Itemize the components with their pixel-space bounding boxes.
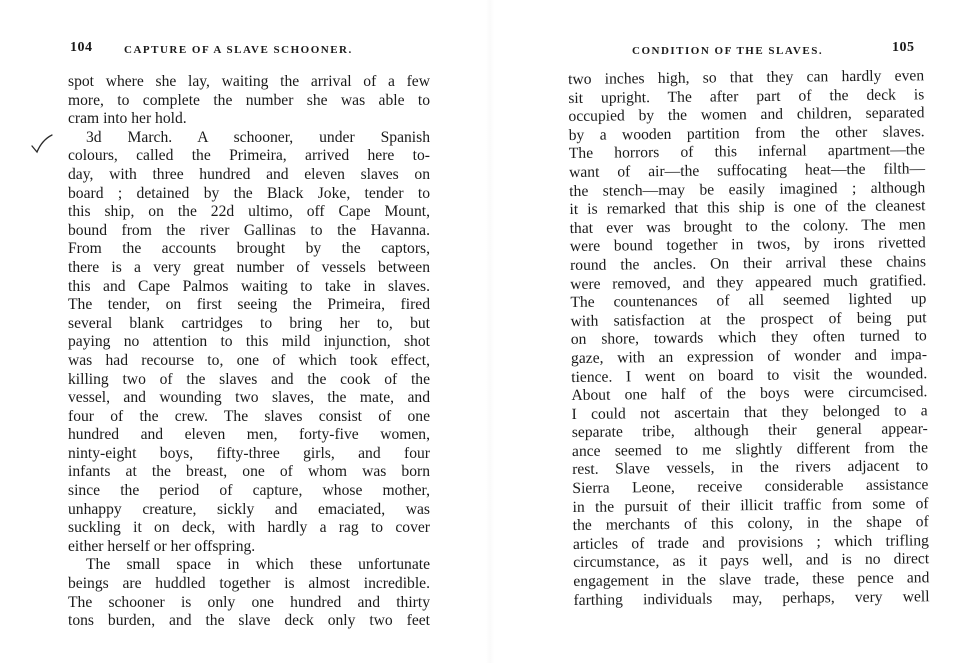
text-line: beings are huddled together is almost incredible.	[68, 575, 430, 593]
text-line: ance seemed to me slightly different from the	[571, 439, 929, 460]
text-line: round the ancles. On their arrival these chains	[569, 253, 927, 274]
text-line: with satisfaction at the prospect of being put	[570, 308, 927, 330]
text-line: vessel, and wounding two slaves, the mate, and	[68, 389, 430, 407]
text-line: The tender, on first seeing the Primeira, fired	[68, 296, 430, 314]
text-line: tience. I went on board to visit the wounded.	[571, 364, 928, 386]
text-line: this and Cape Palmos waiting to take in slaves.	[68, 277, 430, 295]
text-line: ninty-eight boys, fifty-three girls, and four	[68, 444, 430, 462]
text-line: it is remarked that this ship is one of the cleanest	[569, 197, 926, 219]
text-line: sit upright. The after part of the deck is	[568, 85, 925, 107]
right-page	[490, 0, 980, 663]
text-line: paying no attention to this mild injunction, shot	[68, 333, 430, 351]
text-line: hundred and eleven men, forty-five women,	[68, 426, 430, 444]
text-line: bound from the river Gallinas to the Havanna.	[68, 221, 430, 239]
text-line: two inches high, so that they can hardly even	[568, 67, 925, 88]
text-line: colours, called the Primeira, arrived here to-	[68, 147, 430, 165]
text-line: were removed, and they appeared much gratified.	[570, 271, 927, 293]
text-line: there is a very great number of vessels between	[68, 258, 430, 276]
text-line: occupied by the women and children, separated	[568, 104, 925, 126]
text-line: on shore, towards which they often turned to	[570, 327, 927, 349]
text-line: by a wooden partition from the other slaves.	[568, 123, 925, 144]
text-line: more, to complete the number she was able to	[68, 91, 430, 109]
text-line: The schooner is only one hundred and thirty	[68, 593, 430, 611]
text-line: gaze, with an expression of wonder and impa-	[570, 346, 928, 367]
text-line: the merchants of this colony, in the shape of	[572, 513, 929, 535]
text-line: four of the crew. The slaves consist of one	[68, 407, 430, 425]
text-line: The small space in which these unfortunate	[86, 556, 430, 574]
text-line: killing two of the slaves and the cook of the	[68, 370, 430, 388]
text-line: board ; detained by the Black Joke, tender to	[68, 184, 430, 202]
text-line: Sierra Leone, receive considerable assistance	[572, 476, 929, 498]
text-line: engagement in the slave trade, these pence and	[573, 569, 930, 591]
text-line: in the pursuit of their illicit traffic from some of	[572, 494, 929, 516]
text-line: this ship, on the 22d ultimo, off Cape Mount,	[68, 203, 430, 221]
handwritten-checkmark-icon	[30, 132, 70, 162]
text-line: About one half of the boys were circumcised.	[571, 383, 928, 405]
text-line: unhappy creature, sickly and emaciated, was	[68, 500, 430, 518]
text-line: The horrors of this infernal apartment—the	[568, 141, 925, 163]
right-page-number: 105	[892, 40, 915, 55]
text-line: rest. Slave vessels, in the rivers adjacent to	[572, 457, 929, 479]
text-line: From the accounts brought by the captors,	[68, 240, 430, 258]
left-page-body	[68, 73, 430, 631]
text-line: the stench—may be easily imagined ; although	[569, 178, 926, 200]
right-running-title: CONDITION OF THE SLAVES.	[632, 45, 824, 57]
left-page-number: 104	[70, 40, 93, 55]
text-line: articles of trade and provisions ; which trifling	[572, 532, 930, 553]
right-page-body	[568, 67, 930, 610]
text-line: cram into her hold.	[68, 110, 187, 128]
text-line: several blank cartridges to bring her to, but	[68, 314, 430, 332]
text-line: farthing individuals may, perhaps, very well	[573, 587, 930, 609]
text-line: circumstance, as it pays well, and is no direct	[573, 550, 930, 572]
text-line: 3d March. A schooner, under Spanish	[86, 128, 430, 146]
text-line: since the period of capture, whose mother,	[68, 482, 430, 500]
text-line: separate tribe, although their general appear-	[571, 420, 928, 442]
left-running-title: CAPTURE OF A SLAVE SCHOONER.	[124, 44, 353, 56]
text-line: were bound together in twos, by irons rivetted	[569, 234, 926, 256]
text-line: The countenances of all seemed lighted up	[570, 290, 927, 312]
text-line: suckling it on deck, with hardly a rag to cover	[68, 519, 430, 537]
text-line: I could not ascertain that they belonged to a	[571, 401, 928, 423]
text-line: want of air—the suffocating heat—the filth—	[568, 160, 926, 181]
text-line: day, with three hundred and eleven slaves on	[68, 165, 430, 183]
text-line: infants at the breast, one of whom was born	[68, 463, 430, 481]
text-line: either herself or her offspring.	[68, 537, 256, 555]
text-line: spot where she lay, waiting the arrival of a few	[68, 73, 430, 90]
text-line: was had recourse to, one of which took effect,	[68, 351, 430, 369]
text-line: that ever was brought to the colony. The men	[569, 216, 926, 237]
text-line: tons burden, and the slave deck only two feet	[68, 612, 430, 630]
